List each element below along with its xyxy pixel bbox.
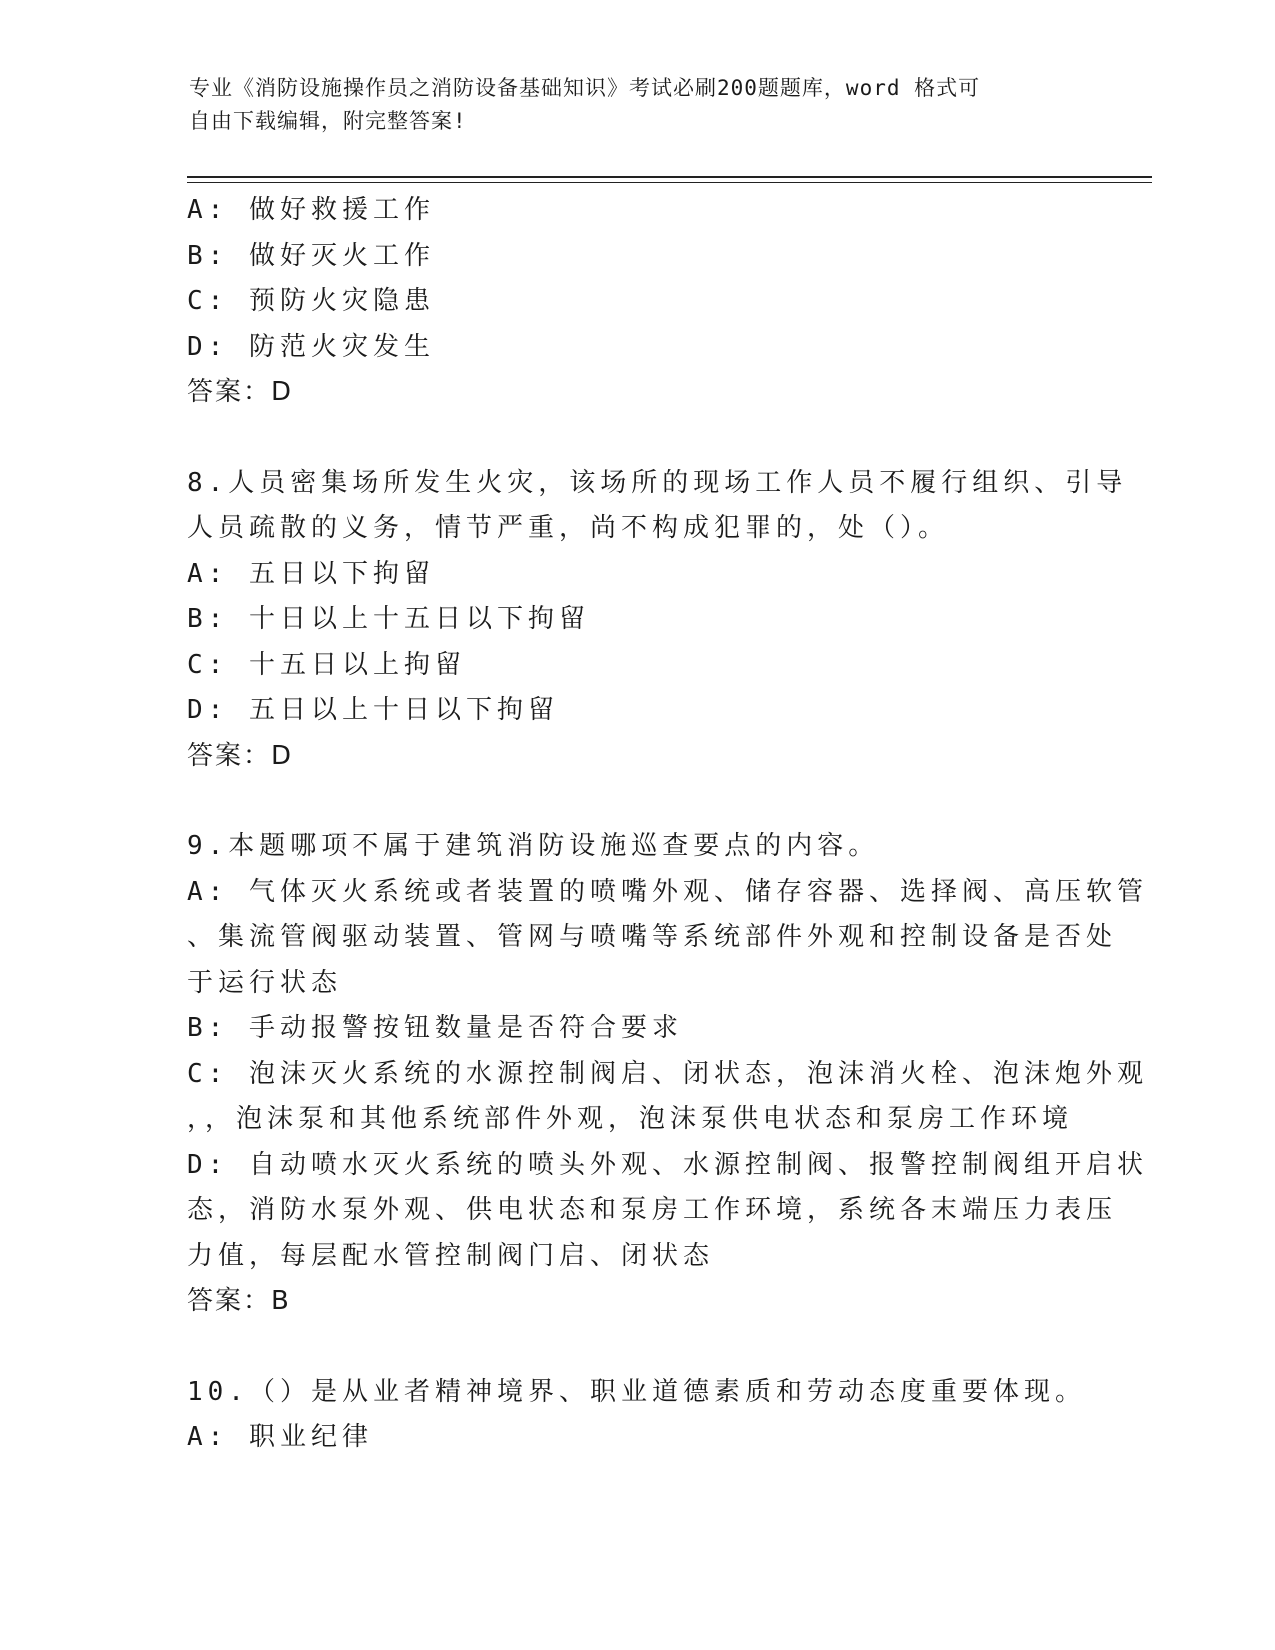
- option-d: D: 五日以上十日以下拘留: [187, 695, 559, 725]
- option-c: C: 预防火灾隐患: [187, 286, 435, 316]
- option-a: A: 气体灭火系统或者装置的喷嘴外观、储存容器、选择阀、高压软管: [187, 876, 1148, 907]
- option-a-continued: 、集流管阀驱动装置、管网与喷嘴等系统部件外观和控制设备是否处: [187, 922, 1118, 952]
- option-b: B: 做好灭火工作: [187, 240, 435, 271]
- question-stem: 8.人员密集场所发生火灾，该场所的现场工作人员不履行组织、引导: [187, 467, 1128, 498]
- spacer: [187, 779, 1087, 824]
- option-c-continued: ，，泡沫泵和其他系统部件外观，泡沫泵供电状态和泵房工作环境: [187, 1104, 1074, 1134]
- option-d: D: 自动喷水灭火系统的喷头外观、水源控制阀、报警控制阀组开启状: [187, 1149, 1148, 1180]
- option-b: B: 十日以上十五日以下拘留: [187, 604, 590, 634]
- option-d-continued: 力值，每层配水管控制阀门启、闭状态: [187, 1240, 715, 1271]
- question-10: [187, 1370, 1087, 1461]
- spacer: [187, 1325, 1087, 1370]
- option-a: A: 做好救援工作: [187, 195, 435, 225]
- question-8: [187, 461, 1128, 780]
- header-divider-thin: [187, 182, 1152, 183]
- answer-line: 答案：D: [187, 740, 294, 771]
- spacer: [187, 416, 1087, 461]
- option-a: A: 职业纪律: [187, 1422, 373, 1452]
- option-c: C: 十五日以上拘留: [187, 649, 466, 680]
- answer-line: 答案：D: [187, 377, 294, 407]
- option-d-continued: 态，消防水泵外观、供电状态和泵房工作环境，系统各末端压力表压: [187, 1195, 1118, 1225]
- question-stem: 10.（）是从业者精神境界、职业道德素质和劳动态度重要体现。: [187, 1376, 1086, 1407]
- option-a-continued: 于运行状态: [187, 967, 343, 998]
- question-7-options: [187, 188, 1087, 416]
- option-b: B: 手动报警按钮数量是否符合要求: [187, 1013, 683, 1043]
- header-divider-thick: [187, 176, 1152, 178]
- question-stem: 9.本题哪项不属于建筑消防设施巡查要点的内容。: [187, 831, 880, 861]
- question-list: [187, 188, 1148, 1461]
- answer-line: 答案：B: [187, 1286, 291, 1316]
- header-title-line-1: 专业《消防设施操作员之消防设备基础知识》考试必刷200题题库，word 格式可: [189, 76, 981, 100]
- option-a: A: 五日以下拘留: [187, 558, 435, 589]
- option-d: D: 防范火灾发生: [187, 331, 435, 362]
- question-9: [187, 824, 1148, 1325]
- header-title-line-2: 自由下载编辑，附完整答案!: [189, 109, 467, 133]
- option-c: C: 泡沫灭火系统的水源控制阀启、闭状态，泡沫消火栓、泡沫炮外观: [187, 1058, 1148, 1089]
- document-header: [189, 72, 1069, 138]
- question-stem-continued: 人员疏散的义务，情节严重，尚不构成犯罪的，处（）。: [187, 513, 950, 543]
